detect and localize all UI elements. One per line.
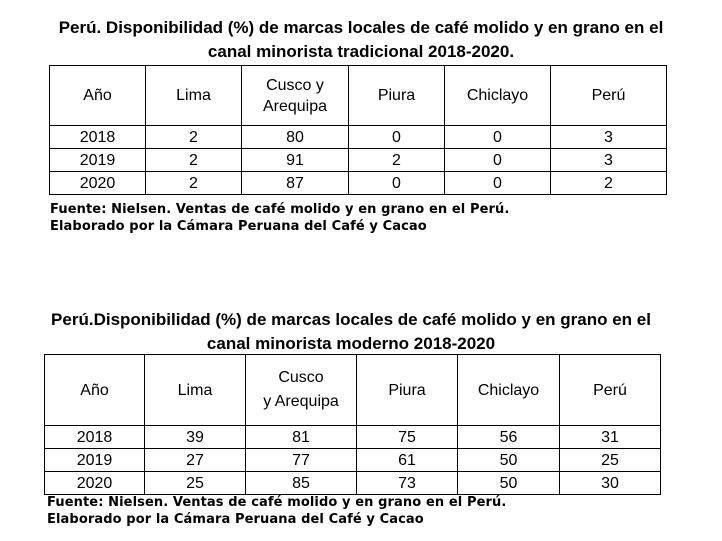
table-row (45, 426, 661, 449)
traditional-source-line2: Elaborado por la Cámara Peruana del Café y Cacao (50, 219, 427, 234)
header-cell: Lima (145, 355, 246, 426)
traditional-table (49, 65, 667, 195)
table-cell: 80 (242, 126, 349, 149)
table-cell: 27 (145, 449, 246, 472)
table-cell: 87 (242, 172, 349, 195)
table-row (50, 126, 667, 149)
table-cell: 0 (349, 126, 445, 149)
table-cell: 50 (458, 449, 560, 472)
table-cell: 2 (146, 149, 242, 172)
table-cell: 2019 (45, 449, 145, 472)
table-cell: 2018 (45, 426, 145, 449)
modern-title (10, 308, 692, 356)
table-cell: 39 (145, 426, 246, 449)
modern-source-line1: Fuente: Nielsen. Ventas de café molido y en grano en el Perú. (47, 495, 507, 510)
table-cell: 56 (458, 426, 560, 449)
table-row (45, 472, 661, 495)
table-cell: 0 (445, 149, 551, 172)
table-cell: 2018 (50, 126, 146, 149)
table-cell: 2 (551, 172, 667, 195)
table-row (50, 149, 667, 172)
modern-source-line2: Elaborado por la Cámara Peruana del Café y Cacao (47, 512, 424, 527)
traditional-title-line1: Perú. Disponibilidad (%) de marcas locales de café molido y en grano en el (58, 18, 664, 37)
traditional-title (20, 16, 702, 64)
modern-table (44, 354, 661, 495)
traditional-header-row (50, 66, 667, 126)
header-cell: Chiclayo (458, 355, 560, 426)
table-cell: 30 (560, 472, 661, 495)
header-cell: Lima (146, 66, 242, 126)
table-cell: 0 (445, 172, 551, 195)
table-cell: 25 (560, 449, 661, 472)
table-cell: 85 (246, 472, 357, 495)
modern-source (47, 494, 506, 528)
header-cell: Piura (349, 66, 445, 126)
table-cell: 77 (246, 449, 357, 472)
table-cell: 3 (551, 149, 667, 172)
table-cell: 2 (146, 126, 242, 149)
traditional-source-line1: Fuente: Nielsen. Ventas de café molido y en grano en el Perú. (50, 202, 510, 217)
header-cell: Año (50, 66, 146, 126)
table-cell: 2 (146, 172, 242, 195)
modern-title-line1: Perú.Disponibilidad (%) de marcas locales de café molido y en grano en el (51, 310, 651, 329)
table-cell: 3 (551, 126, 667, 149)
header-cell: Perú (560, 355, 661, 426)
table-cell: 73 (357, 472, 458, 495)
header-cell: Cusco y Arequipa (242, 66, 349, 126)
modern-header-row (45, 355, 661, 426)
table-cell: 25 (145, 472, 246, 495)
table-cell: 61 (357, 449, 458, 472)
modern-title-line2: canal minorista moderno 2018-2020 (206, 334, 496, 353)
table-cell: 2020 (50, 172, 146, 195)
table-cell: 0 (445, 126, 551, 149)
traditional-title-line2: canal minorista tradicional 2018-2020. (207, 42, 515, 61)
table-cell: 2020 (45, 472, 145, 495)
table-cell: 81 (246, 426, 357, 449)
table-cell: 0 (349, 172, 445, 195)
table-row (45, 449, 661, 472)
table-cell: 91 (242, 149, 349, 172)
table-cell: 2019 (50, 149, 146, 172)
table-row (50, 172, 667, 195)
traditional-source (50, 201, 509, 235)
header-cell: Piura (357, 355, 458, 426)
table-cell: 31 (560, 426, 661, 449)
table-cell: 2 (349, 149, 445, 172)
table-cell: 75 (357, 426, 458, 449)
header-cell: Cusco y Arequipa (246, 355, 357, 426)
header-cell: Chiclayo (445, 66, 551, 126)
header-cell: Perú (551, 66, 667, 126)
table-cell: 50 (458, 472, 560, 495)
header-cell: Año (45, 355, 145, 426)
